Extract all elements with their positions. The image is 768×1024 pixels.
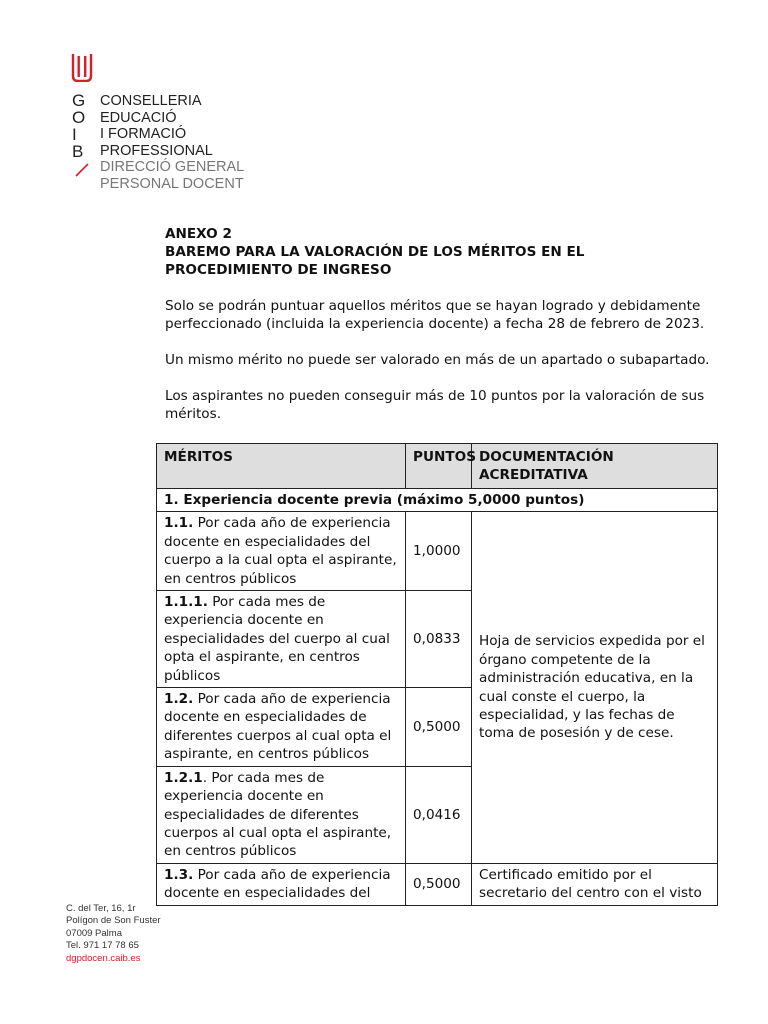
header-puntos: PUNTOS <box>406 444 472 489</box>
table-header-row <box>157 444 718 489</box>
merits-table <box>156 443 718 906</box>
table-row <box>157 863 718 905</box>
logo-letter: I <box>72 125 77 144</box>
documentation-cell: Certificado emitido por el secretario del centro con el visto <box>472 863 718 905</box>
header-documentacion: DOCUMENTACIÓN ACREDITATIVA <box>472 444 718 489</box>
table-row <box>157 512 718 591</box>
footer-phone: Tel. 971 17 78 65 <box>66 940 139 952</box>
logo-line-personal: PERSONAL DOCENT <box>100 175 244 192</box>
paragraph-single-merit: Un mismo mérito no puede ser valorado en más de un apartado o subapartado. <box>165 352 710 368</box>
document-title: BAREMO PARA LA VALORACIÓN DE LOS MÉRITOS EN EL PROCEDIMIENTO DE INGRESO <box>165 244 585 278</box>
logo-line-direccio: DIRECCIÓ GENERAL <box>100 159 245 176</box>
logo-letter: B <box>72 142 84 161</box>
merit-cell <box>157 512 406 591</box>
merit-code: 1.1.1. <box>164 594 208 611</box>
header-meritos: MÉRITOS <box>157 444 406 489</box>
logo-line-professional: PROFESSIONAL <box>100 142 213 159</box>
merit-text: Por cada año de experiencia docente en especialidades del cuerpo a la cual opta el aspirante, en centros públicos <box>164 515 397 587</box>
merit-text: Por cada año de experiencia docente en especialidades del <box>164 866 391 902</box>
merit-code: 1.2. <box>164 691 194 708</box>
section-1-title: 1. Experiencia docente previa (máximo 5,0000 puntos) <box>157 489 718 512</box>
points-cell: 0,5000 <box>406 863 472 905</box>
merit-code: 1.1. <box>164 515 194 532</box>
annex-label: ANEXO 2 <box>165 226 232 242</box>
merit-cell <box>157 766 406 863</box>
merit-text: Por cada año de experiencia docente en especialidades de diferentes cuerpos al cual opta el aspirante, en centros públicos <box>164 691 392 763</box>
points-cell: 0,0833 <box>406 591 472 688</box>
goib-emblem-icon <box>70 52 94 82</box>
logo-letter: O <box>72 108 86 127</box>
logo-letters <box>72 92 92 160</box>
logo-line-conselleria: CONSELLERIA <box>100 93 202 109</box>
red-slash-icon <box>74 162 90 178</box>
merit-cell <box>157 688 406 767</box>
merit-cell <box>157 591 406 688</box>
merit-cell <box>157 863 406 905</box>
footer <box>66 903 161 965</box>
paragraph-deadline: Solo se podrán puntuar aquellos méritos que se hayan logrado y debidamente perfeccionado (incluida la experiencia docente) a fecha 28 de febrero de 2023. <box>165 298 705 332</box>
footer-address-city: 07009 Palma <box>66 927 122 939</box>
logo-letter: G <box>72 91 86 110</box>
merit-text: Por cada mes de experiencia docente en especialidades del cuerpo al cual opta el aspirante, en centros públicos <box>164 594 390 684</box>
section-row <box>157 489 718 512</box>
document-body <box>165 225 710 422</box>
goib-logo <box>66 42 266 202</box>
logo-text <box>100 93 244 193</box>
footer-address-area: Polígon de Son Fuster <box>66 915 161 927</box>
logo-line-formacio: I FORMACIÓ <box>100 126 187 143</box>
merit-code: 1.3. <box>164 866 194 883</box>
logo-line-educacio: EDUCACIÓ <box>100 109 177 126</box>
merit-code: 1.2.1 <box>164 769 203 786</box>
footer-website-link[interactable]: dgpdocen.caib.es <box>66 952 141 964</box>
points-cell: 1,0000 <box>406 512 472 591</box>
merit-text: . Por cada mes de experiencia docente en especialidades de diferentes cuerpos al cual opta el aspirante, en centros públicos <box>164 769 392 860</box>
points-cell: 0,5000 <box>406 688 472 767</box>
paragraph-max-points: Los aspirantes no pueden conseguir más de 10 puntos por la valoración de sus méritos. <box>165 388 705 422</box>
points-cell: 0,0416 <box>406 766 472 863</box>
documentation-cell: Hoja de servicios expedida por el órgano competente de la administración educativa, en la cual conste el cuerpo, la especialidad, y las fechas de toma de posesión y de cese. <box>472 512 718 863</box>
footer-address-street: C. del Ter, 16, 1r <box>66 903 136 914</box>
